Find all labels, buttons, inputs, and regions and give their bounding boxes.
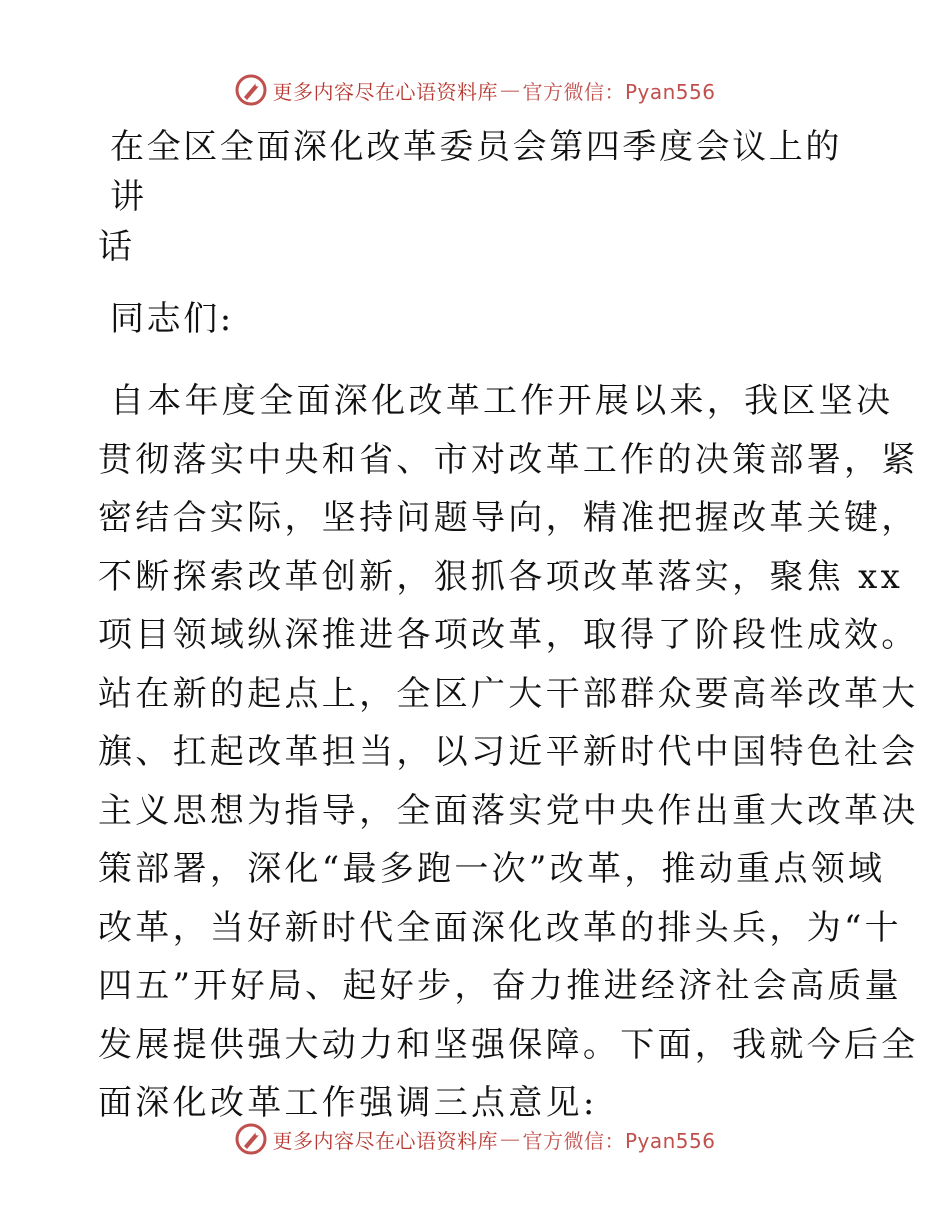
paragraph-line: 自本年度全面深化改革工作开展以来，我区坚决 <box>110 381 894 421</box>
paragraph-line: 密结合实际，坚持问题导向，精准把握改革关键， <box>98 498 919 538</box>
paragraph-line: 站在新的起点上，全区广大干部群众要高举改革大 <box>98 673 919 714</box>
watermark-contact: 官方微信：Pyan556 <box>522 1128 716 1153</box>
watermark-contact: 官方微信：Pyan556 <box>522 79 716 104</box>
footer-watermark <box>0 1119 950 1159</box>
pen-nib-logo-icon <box>234 1122 268 1156</box>
paragraph-line: 策部署，深化“最多跑一次”改革，推动重点领域 <box>98 849 886 889</box>
paragraph-line: 不断探索改革创新，狠抓各项改革落实，聚焦 xx <box>98 556 904 597</box>
title-line-2: 话 <box>98 227 135 267</box>
paragraph-line: 贯彻落实中央和省、市对改革工作的决策部署，紧 <box>98 439 919 480</box>
paragraph-line: 项目领域纵深推进各项改革，取得了阶段性成效。 <box>98 615 919 655</box>
paragraph-line: 四五”开好局、起好步，奋力推进经济社会高质量 <box>98 966 902 1006</box>
paragraph-line: 面深化改革工作强调三点意见: <box>98 1083 598 1123</box>
pen-nib-logo-icon <box>234 73 268 107</box>
paragraph-line: 主义思想为指导，全面落实党中央作出重大改革决 <box>98 790 919 831</box>
title-line-1: 在全区全面深化改革委员会第四季度会议上的讲 <box>110 127 842 217</box>
document-body <box>98 122 919 1133</box>
watermark-text: 更多内容尽在心语资料库 <box>272 79 498 104</box>
watermark-separator: — <box>499 78 521 102</box>
paragraph-line: 旗、扛起改革担当，以习近平新时代中国特色社会 <box>98 732 919 772</box>
body-paragraph <box>98 372 919 1133</box>
document-title <box>98 122 858 222</box>
watermark-separator: — <box>499 1127 521 1151</box>
paragraph-line: 发展提供强大动力和坚强保障。下面，我就今后全 <box>98 1024 919 1065</box>
header-watermark <box>0 70 950 110</box>
paragraph-line: 改革，当好新时代全面深化改革的排头兵，为“十 <box>98 907 902 948</box>
salutation: 同志们: <box>110 299 234 339</box>
watermark-text: 更多内容尽在心语资料库 <box>272 1128 498 1153</box>
